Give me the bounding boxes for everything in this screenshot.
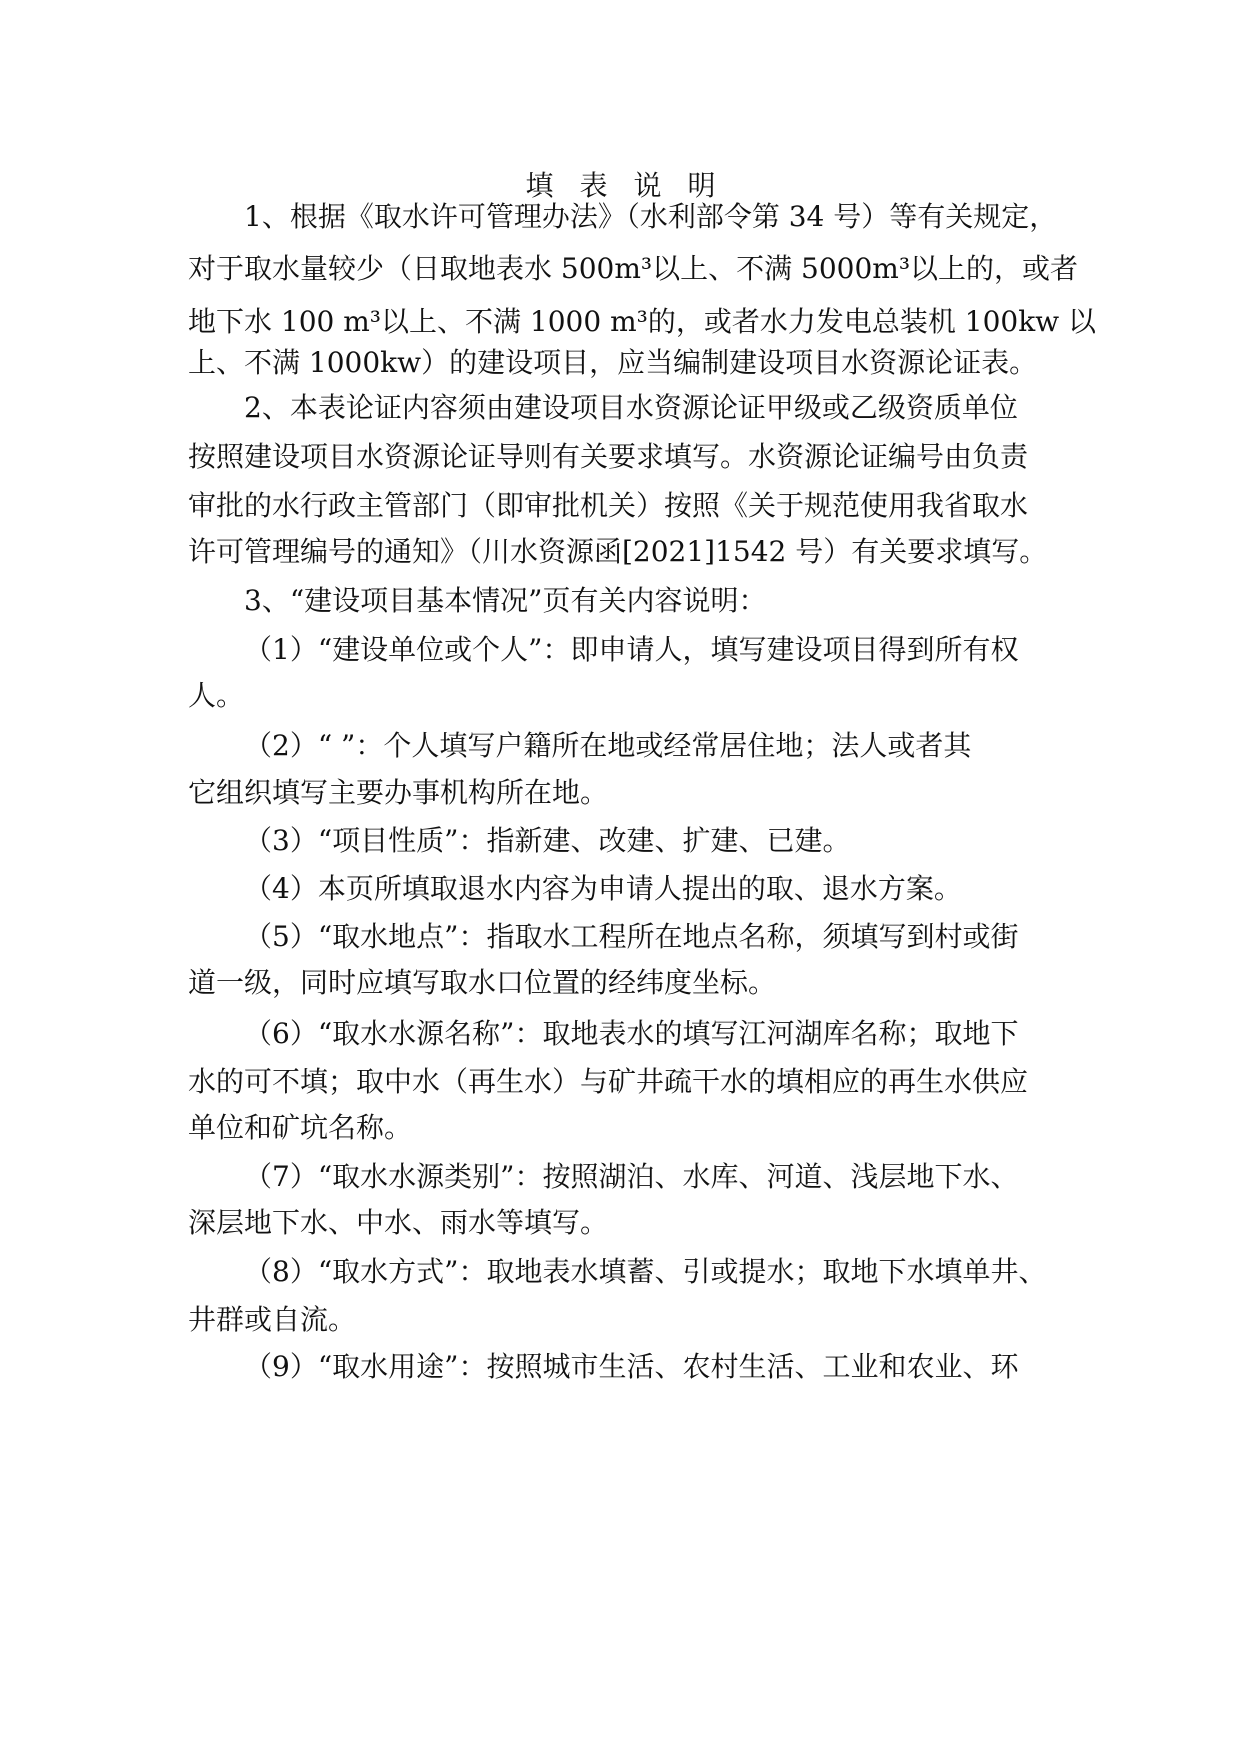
paragraph-line: 深层地下水、中水、雨水等填写。 — [188, 1206, 609, 1239]
paragraph-line: 地下水 100 m³以上、不满 1000 m³的，或者水力发电总装机 100kw 以 — [188, 305, 1097, 338]
paragraph-line: 对于取水量较少（日取地表水 500m³以上、不满 5000m³以上的，或者 — [188, 252, 1079, 285]
paragraph-line: 审批的水行政主管部门（即审批机关）按照《关于规范使用我省取水 — [188, 489, 1029, 522]
paragraph-line: 井群或自流。 — [188, 1303, 357, 1336]
paragraph-line: 它组织填写主要办事机构所在地。 — [188, 776, 609, 809]
paragraph-line: （7）“取水水源类别”：按照湖泊、水库、河道、浅层地下水、 — [244, 1160, 1019, 1193]
paragraph-line: （6）“取水水源名称”：取地表水的填写江河湖库名称；取地下 — [244, 1017, 1019, 1050]
paragraph-line: （3）“项目性质”：指新建、改建、扩建、已建。 — [244, 824, 851, 857]
paragraph-line: （4）本页所填取退水内容为申请人提出的取、退水方案。 — [244, 872, 962, 905]
paragraph-line: （8）“取水方式”：取地表水填蓄、引或提水；取地下水填单井、 — [244, 1255, 1047, 1288]
paragraph-line: 按照建设项目水资源论证导则有关要求填写。水资源论证编号由负责 — [188, 440, 1029, 473]
paragraph-line: 2、本表论证内容须由建设项目水资源论证甲级或乙级资质单位 — [244, 391, 1018, 424]
paragraph-line: 道一级，同时应填写取水口位置的经纬度坐标。 — [188, 966, 777, 999]
paragraph-line: （9）“取水用途”：按照城市生活、农村生活、工业和农业、环 — [244, 1350, 1019, 1383]
paragraph-line: 水的可不填；取中水（再生水）与矿井疏干水的填相应的再生水供应 — [188, 1065, 1029, 1098]
paragraph-line: 单位和矿坑名称。 — [188, 1111, 413, 1144]
page-title: 填表说明 — [525, 169, 742, 202]
paragraph-line: 许可管理编号的通知》（川水资源函[2021]1542 号）有关要求填写。 — [188, 535, 1048, 568]
paragraph-line: （5）“取水地点”：指取水工程所在地点名称，须填写到村或街 — [244, 920, 1019, 953]
paragraph-line: 上、不满 1000kw）的建设项目，应当编制建设项目水资源论证表。 — [188, 346, 1038, 379]
paragraph-line: （1）“建设单位或个人”：即申请人，填写建设项目得到所有权 — [244, 633, 1019, 666]
paragraph-line: （2）“ ”：个人填写户籍所在地或经常居住地；法人或者其 — [244, 729, 972, 762]
paragraph-line: 3、“建设项目基本情况”页有关内容说明： — [244, 584, 767, 617]
paragraph-line: 1、根据《取水许可管理办法》（水利部令第 34 号）等有关规定， — [244, 200, 1058, 233]
paragraph-line: 人。 — [188, 679, 245, 712]
